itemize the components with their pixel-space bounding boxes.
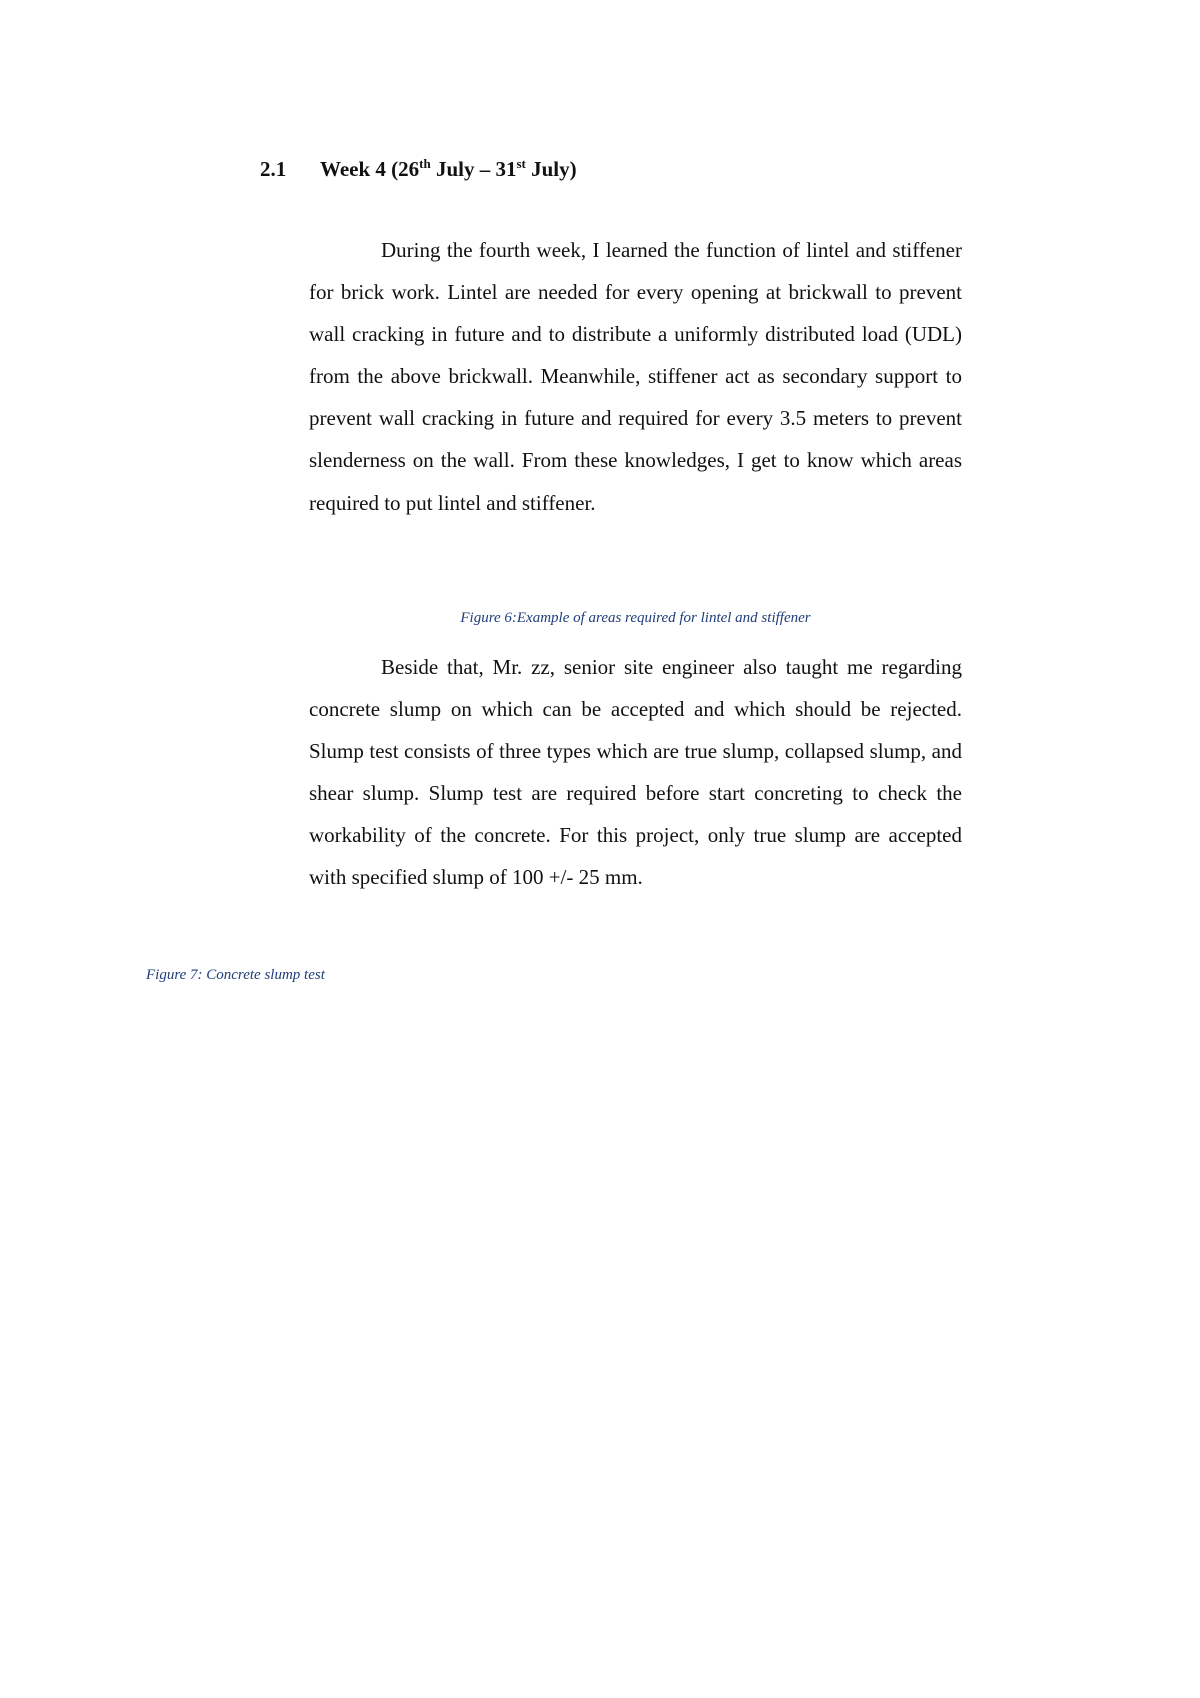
section-title-end: July) xyxy=(525,157,577,181)
section-title-sup1: th xyxy=(419,156,431,171)
section-heading xyxy=(260,157,577,182)
section-title-mid: July – 31 xyxy=(430,157,517,181)
section-title-sup2: st xyxy=(516,156,526,171)
paragraph-slump-test: Beside that, Mr. zz, senior site engineer also taught me regarding concrete slump on which can be accepted and which should be rejected. Slump test consists of three types which are true slump, collapsed slump, and shear slump. Slump test are required before start concreting to check the workability of the concrete. For this project, only true slump are accepted with specified slump of 100 +/- 25 mm. xyxy=(309,655,962,890)
section-number: 2.1 xyxy=(260,157,287,181)
figure-7-caption: Figure 7: Concrete slump test xyxy=(146,967,325,983)
paragraph-lintel-stiffener: During the fourth week, I learned the function of lintel and stiffener for brick work. Lintel are needed for every opening at brickwall to prevent wall cracking in future and to distribute a uniformly distributed load (UDL) from the above brickwall. Meanwhile, stiffener act as secondary support to prevent wall cracking in future and required for every 3.5 meters to prevent slenderness on the wall. From these knowledges, I get to know which areas required to put lintel and stiffener. xyxy=(309,238,962,515)
section-title-start: Week 4 (26 xyxy=(320,157,420,181)
figure-6-caption: Figure 6:Example of areas required for lintel and stiffener xyxy=(460,610,811,626)
